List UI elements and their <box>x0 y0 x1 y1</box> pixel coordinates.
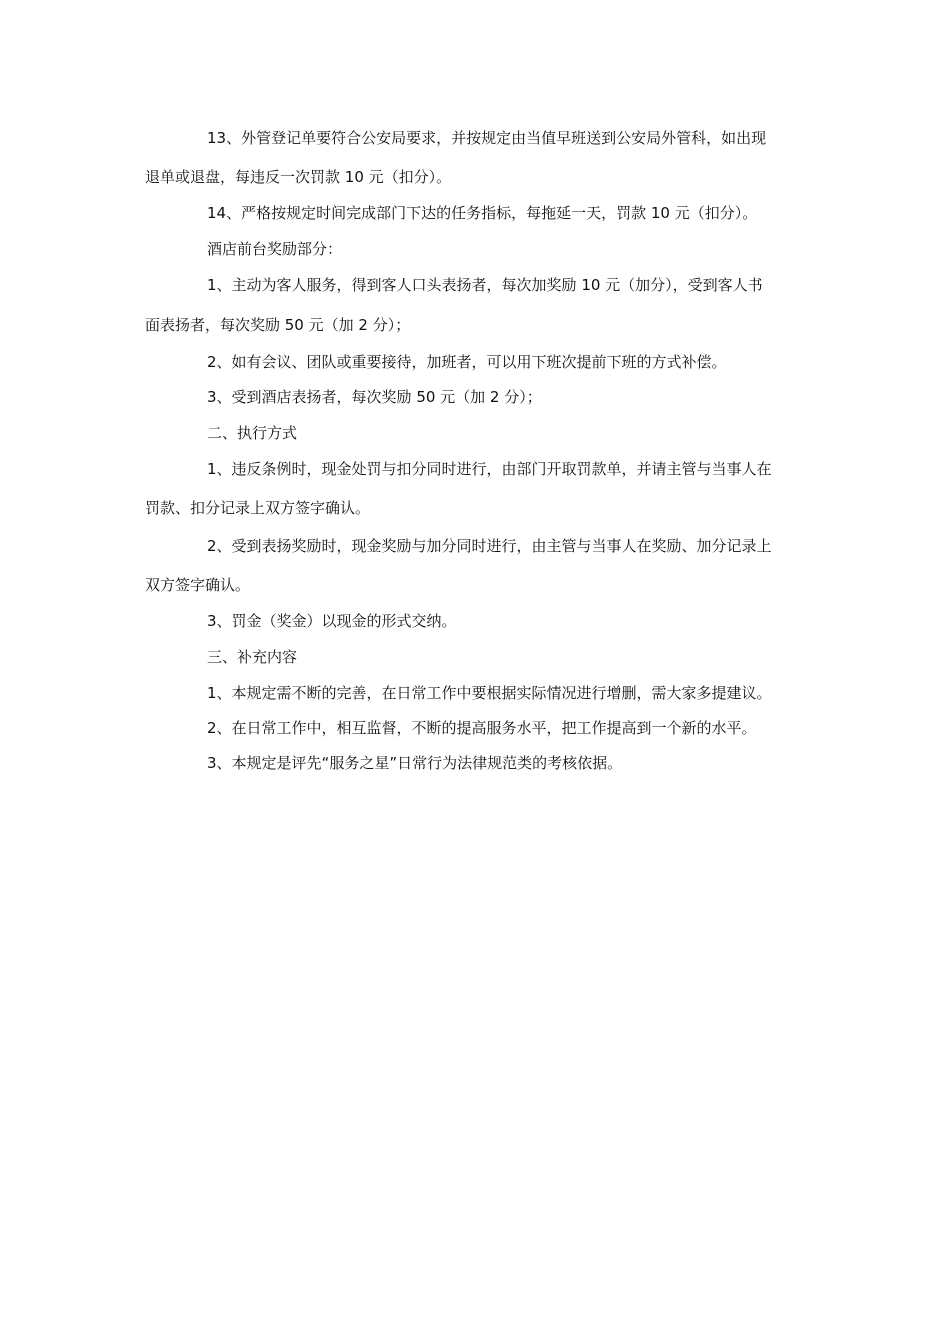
execution-item-1-line-1: 1、违反条例时，现金处罚与扣分同时进行，由部门开取罚款单，并请主管与当事人在 <box>207 460 772 478</box>
execution-item-2-line-1: 2、受到表扬奖励时，现金奖励与加分同时进行，由主管与当事人在奖励、加分记录上 <box>207 537 772 555</box>
reward-item-1-line-1: 1、主动为客人服务，得到客人口头表扬者，每次加奖励 10 元（加分），受到客人书 <box>207 276 763 294</box>
execution-item-3: 3、罚金（奖金）以现金的形式交纳。 <box>207 612 457 630</box>
reward-item-2: 2、如有会议、团队或重要接待，加班者，可以用下班次提前下班的方式补偿。 <box>207 353 727 371</box>
supplement-item-3: 3、本规定是评先“服务之星”日常行为法律规范类的考核依据。 <box>207 754 623 772</box>
execution-item-2-line-2: 双方签字确认。 <box>145 576 251 594</box>
supplement-item-1: 1、本规定需不断的完善，在日常工作中要根据实际情况进行增删，需大家多提建议。 <box>207 684 772 702</box>
item-13-line-2: 退单或退盘，每违反一次罚款 10 元（扣分）。 <box>145 168 452 186</box>
section-3-heading: 三、补充内容 <box>207 648 298 666</box>
execution-item-1-line-2: 罚款、扣分记录上双方签字确认。 <box>145 499 371 517</box>
reward-item-1-line-2: 面表扬者，每次奖励 50 元（加 2 分）； <box>145 316 411 334</box>
reward-item-3: 3、受到酒店表扬者，每次奖励 50 元（加 2 分）； <box>207 388 542 406</box>
item-13-line-1: 13、外管登记单要符合公安局要求，并按规定由当值早班送到公安局外管科，如出现 <box>207 129 767 147</box>
reward-section-heading: 酒店前台奖励部分： <box>207 240 343 258</box>
item-14: 14、严格按规定时间完成部门下达的任务指标，每拖延一天，罚款 10 元（扣分）。 <box>207 204 758 222</box>
section-2-heading: 二、执行方式 <box>207 424 298 442</box>
supplement-item-2: 2、在日常工作中，相互监督，不断的提高服务水平，把工作提高到一个新的水平。 <box>207 719 757 737</box>
